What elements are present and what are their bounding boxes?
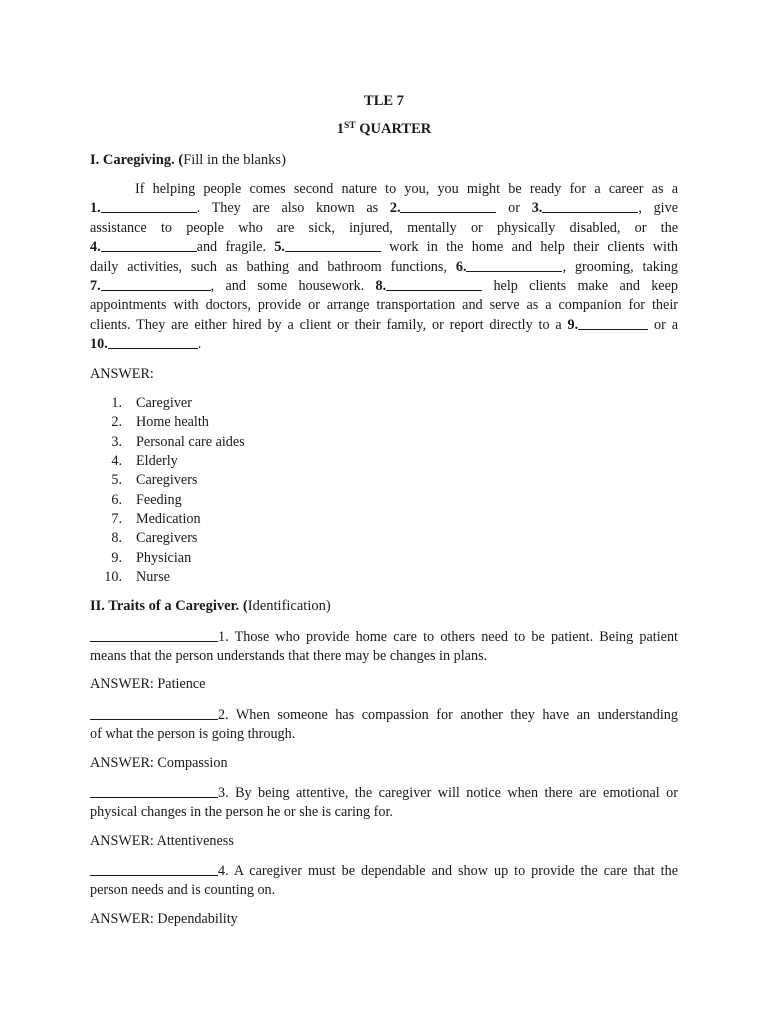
paragraph-text: . They are also known as (196, 200, 390, 217)
paragraph-text: , give (638, 200, 678, 217)
list-item (90, 491, 245, 510)
paragraph-line (90, 277, 678, 296)
identification-blank[interactable] (90, 706, 218, 720)
section-1-instruction: Fill in the blanks) (183, 152, 286, 168)
blank-10[interactable] (108, 335, 198, 349)
answer-text: Caregivers (136, 472, 198, 489)
item-line (90, 725, 678, 744)
blank-number: 6. (455, 258, 467, 275)
list-item (90, 433, 245, 452)
item-text: 4. A caregiver must be dependable and show up to provide the care that the (218, 863, 678, 879)
identification-blank[interactable] (90, 628, 218, 642)
paragraph-text: help clients make and keep (482, 277, 678, 294)
list-item (90, 529, 245, 548)
item-line (90, 881, 678, 900)
answer-text: Home health (136, 414, 209, 431)
item-text: 3. By being attentive, the caregiver will notice when there are emotional or (218, 785, 678, 801)
blank-5[interactable] (285, 238, 381, 252)
identification-blank[interactable] (90, 784, 218, 798)
paragraph-text: If helping people comes second nature to you, you might be ready for a career as a (135, 181, 678, 197)
document-title: TLE 7 (364, 93, 404, 109)
answer-text: Caregivers (136, 530, 198, 547)
identification-item (90, 862, 678, 901)
answer-text: Physician (136, 549, 192, 566)
quarter-word: QUARTER (359, 121, 432, 137)
paragraph-text: work in the home and help their clients with (380, 239, 678, 256)
blank-number: 7. (90, 277, 101, 294)
item-line (90, 628, 678, 647)
answer-text: Personal care aides (136, 433, 245, 450)
list-item (90, 452, 245, 471)
list-number: 8. (111, 530, 122, 547)
item-text: 1. Those who provide home care to others need to be patient. Being patient (218, 629, 678, 645)
list-item (90, 549, 245, 568)
blank-8[interactable] (386, 277, 482, 291)
item-text: physical changes in the person he or she is caring for. (90, 804, 393, 821)
blank-number: 1. (90, 200, 101, 217)
list-number: 3. (111, 433, 122, 450)
item-text: of what the person is going through. (90, 726, 296, 743)
blank-6[interactable] (466, 258, 562, 272)
paragraph-line (90, 296, 678, 315)
item-text: person needs and is counting on. (90, 882, 276, 899)
paragraph-line (90, 219, 678, 238)
item-line (90, 706, 678, 725)
item-line (90, 862, 678, 881)
answer-list (90, 394, 245, 587)
list-item (90, 413, 245, 432)
paragraph-text: daily activities, such as bathing and bathroom functions, (90, 258, 456, 275)
paragraph-line (90, 316, 678, 335)
identification-blank[interactable] (90, 862, 218, 876)
list-item (90, 394, 245, 413)
blank-3[interactable] (542, 199, 638, 213)
answer-text: Medication (136, 511, 201, 528)
item-line (90, 647, 678, 666)
list-item (90, 510, 245, 529)
paragraph-line (90, 238, 678, 257)
paragraph-line (90, 335, 678, 354)
blank-number: 9. (567, 316, 579, 333)
list-number: 6. (111, 491, 122, 508)
item-line (90, 784, 678, 803)
list-item (90, 568, 245, 587)
item-answer: ANSWER: Dependability (90, 911, 238, 927)
paragraph-text: clients. They are either hired by a client or their family, or report directly to a (90, 316, 568, 333)
list-number: 2. (111, 414, 122, 431)
paragraph-text: , and some housework. (210, 277, 376, 294)
item-text: 2. When someone has compassion for another they have an understanding (218, 707, 678, 723)
quarter-heading (90, 121, 678, 138)
item-answer: ANSWER: Attentiveness (90, 833, 234, 849)
blank-number: 3. (531, 200, 543, 217)
section-2-heading (90, 598, 331, 615)
section-2-title: II. Traits of a Caregiver. ( (90, 598, 248, 614)
item-answer: ANSWER: Compassion (90, 755, 228, 771)
paragraph-text: assistance to people who are sick, injured, mentally or physically disabled, or the (90, 219, 678, 236)
item-line (90, 803, 678, 822)
list-number: 9. (111, 549, 122, 566)
paragraph-text: or (496, 200, 532, 217)
paragraph-line (90, 258, 678, 277)
blank-7[interactable] (101, 277, 211, 291)
answer-text: Feeding (136, 491, 182, 508)
blank-number: 4. (90, 239, 101, 256)
section-1-heading (90, 152, 286, 169)
blank-1[interactable] (101, 199, 197, 213)
section-2-instruction: Identification) (247, 598, 331, 614)
list-number: 10. (104, 569, 122, 586)
paragraph-text: appointments with doctors, provide or arrange transportation and serve as a companion for their (90, 297, 678, 314)
paragraph-line (90, 180, 678, 199)
answer-label: ANSWER: (90, 366, 154, 382)
blank-number: 10. (90, 336, 108, 353)
paragraph-text: and fragile. (196, 239, 275, 256)
list-item (90, 471, 245, 490)
quarter-number: 1 (336, 121, 344, 137)
identification-item (90, 628, 678, 667)
answer-text: Elderly (136, 453, 178, 470)
item-answer: ANSWER: Patience (90, 676, 206, 692)
paragraph-text: . (197, 336, 202, 353)
blank-number: 2. (389, 200, 401, 217)
quarter-superscript: ST (344, 121, 356, 131)
answer-text: Caregiver (136, 395, 192, 411)
section-1-title: I. Caregiving. ( (90, 152, 184, 168)
blank-9[interactable] (578, 316, 648, 330)
identification-item (90, 706, 678, 745)
paragraph-text: or a (648, 316, 678, 333)
blank-number: 5. (274, 239, 285, 256)
fill-in-paragraph (90, 180, 678, 355)
blank-4[interactable] (101, 238, 197, 252)
identification-item (90, 784, 678, 823)
list-number: 1. (111, 395, 122, 411)
answer-text: Nurse (136, 569, 170, 586)
item-text: means that the person understands that there may be changes in plans. (90, 648, 488, 665)
list-number: 5. (111, 472, 122, 489)
paragraph-text: , grooming, taking (562, 258, 678, 275)
list-number: 4. (111, 453, 122, 470)
blank-number: 8. (375, 277, 387, 294)
paragraph-line (90, 199, 678, 218)
blank-2[interactable] (400, 199, 496, 213)
list-number: 7. (111, 511, 122, 528)
